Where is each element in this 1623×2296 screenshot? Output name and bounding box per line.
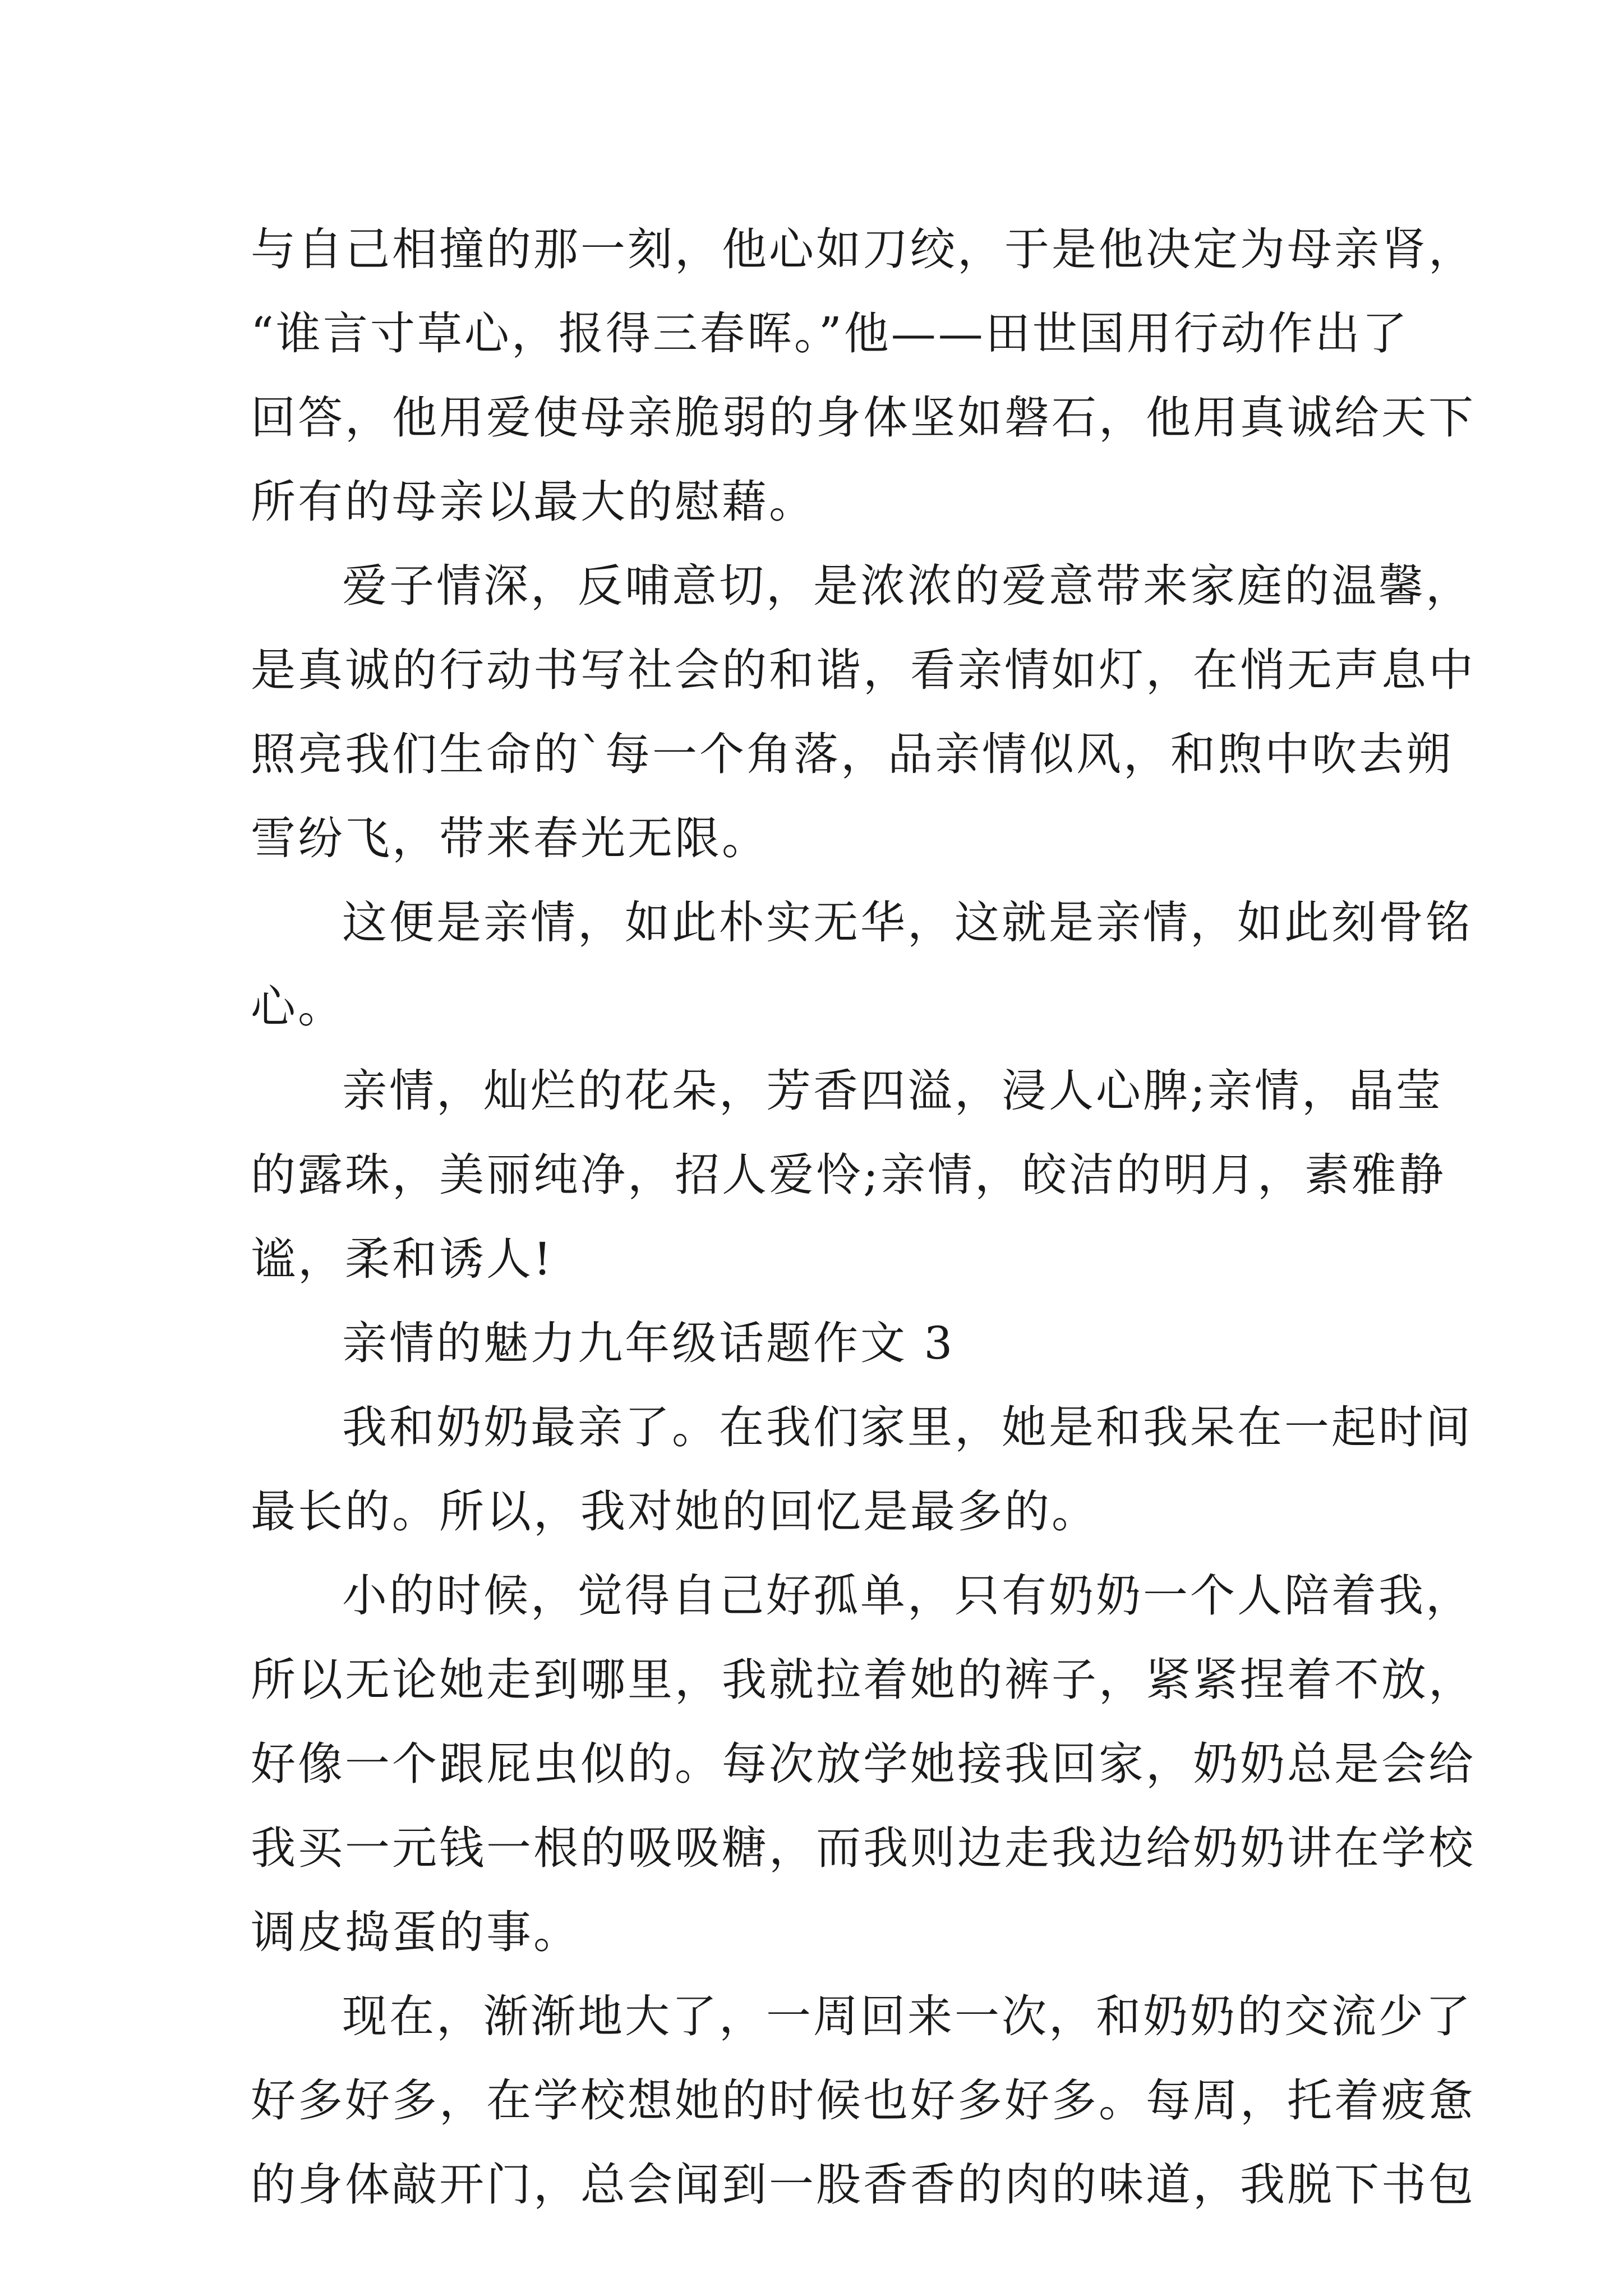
paragraph-first-line: 小的时候，觉得自己好孤单，只有奶奶一个人陪着我， (342, 1570, 1473, 1622)
text-line: 所以无论她走到哪里，我就拉着她的裤子，紧紧捏着不放， (251, 1654, 1476, 1706)
paragraph-first-line: 现在，渐渐地大了，一周回来一次，和奶奶的交流少了 (342, 1990, 1473, 2042)
text-line: 是真诚的行动书写社会的和谐，看亲情如灯，在悄无声息中 (251, 644, 1476, 696)
section-heading: 亲情的魅力九年级话题作文 3 (342, 1317, 955, 1369)
text-line: 我买一元钱一根的吸吸糖，而我则边走我边给奶奶讲在学校 (251, 1822, 1476, 1874)
text-line: 照亮我们生命的`每一个角落，品亲情似风，和煦中吹去朔 (251, 728, 1453, 780)
text-line: “谁言寸草心，报得三春晖。”他——田世国用行动作出了 (251, 307, 1409, 360)
text-line: 谧，柔和诱人! (251, 1233, 554, 1285)
body-text (251, 208, 1476, 2227)
paragraph-first-line: 这便是亲情，如此朴实无华，这就是亲情，如此刻骨铭 (342, 896, 1473, 949)
text-line: 好像一个跟屁虫似的。每次放学她接我回家，奶奶总是会给 (251, 1738, 1476, 1790)
text-line: 的露珠，美丽纯净，招人爱怜;亲情，皎洁的明月，素雅静 (251, 1149, 1446, 1201)
paragraph-first-line: 我和奶奶最亲了。在我们家里，她是和我呆在一起时间 (342, 1401, 1473, 1453)
text-line: 好多好多，在学校想她的时候也好多好多。每周，托着疲惫 (251, 2074, 1476, 2127)
paragraph-first-line: 亲情，灿烂的花朵，芳香四溢，浸人心脾;亲情，晶莹 (342, 1065, 1443, 1117)
text-line: 的身体敲开门，总会闻到一股香香的肉的味道，我脱下书包 (251, 2159, 1476, 2211)
text-line: 回答，他用爱使母亲脆弱的身体坚如磐石，他用真诚给天下 (251, 392, 1476, 444)
text-line: 最长的。所以，我对她的回忆是最多的。 (251, 1485, 1099, 1538)
text-line: 所有的母亲以最大的慰藉。 (251, 476, 816, 528)
text-line: 调皮捣蛋的事。 (251, 1906, 580, 1958)
text-line: 心。 (251, 981, 345, 1033)
text-line: 与自己相撞的那一刻，他心如刀绞，于是他决定为母亲肾， (251, 223, 1476, 275)
paragraph-first-line: 爱子情深，反哺意切，是浓浓的爱意带来家庭的温馨， (342, 560, 1473, 612)
text-line: 雪纷飞，带来春光无限。 (251, 812, 769, 864)
